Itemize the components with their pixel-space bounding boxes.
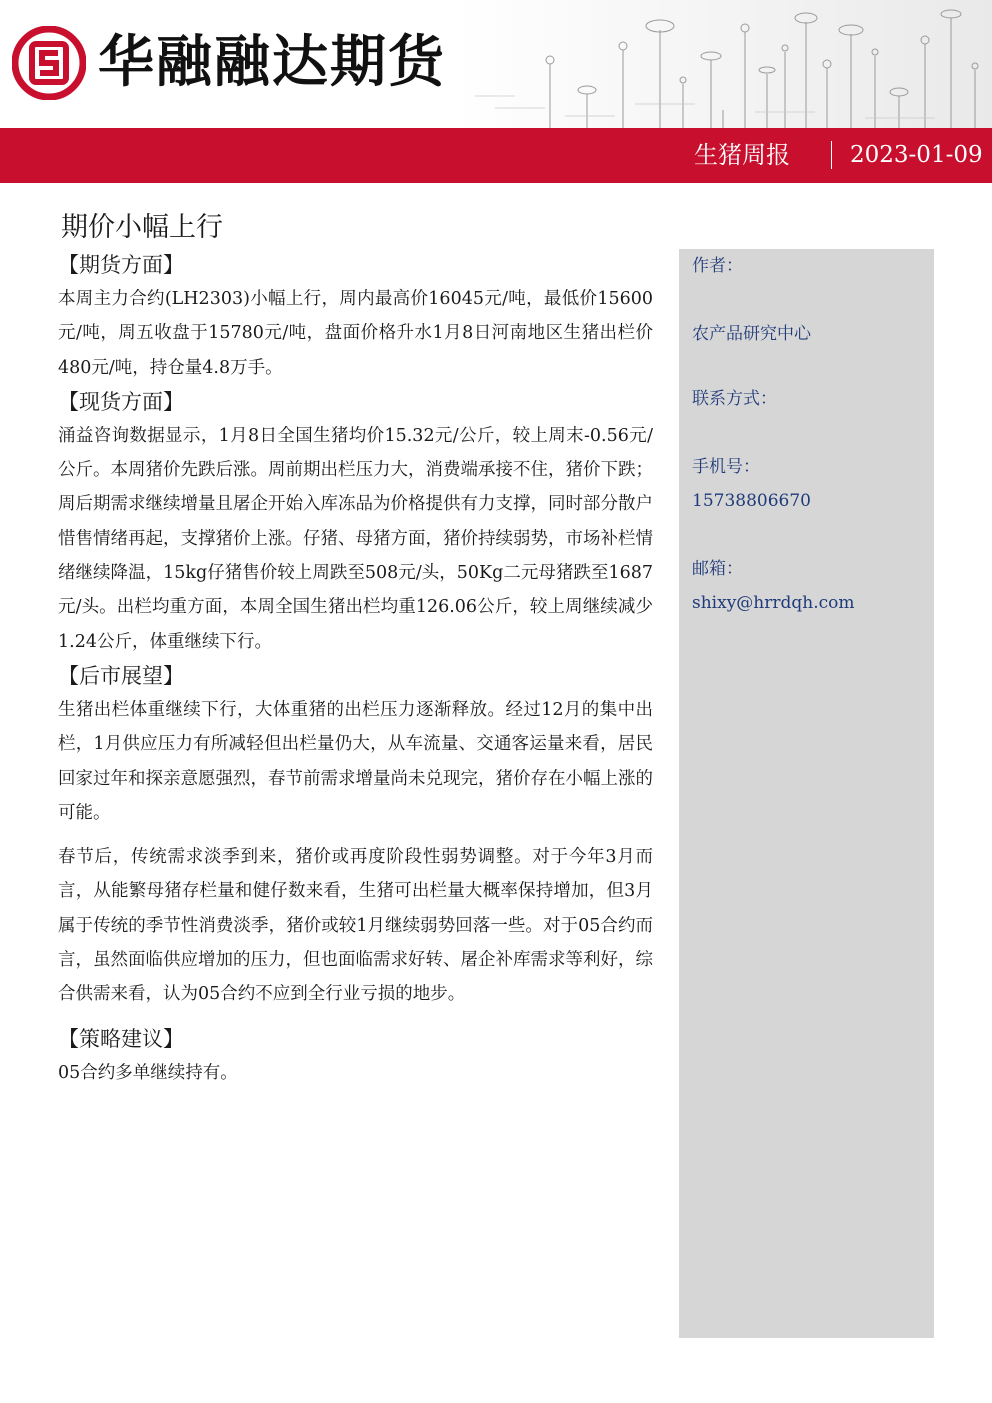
header-divider bbox=[831, 141, 832, 169]
phone-value: 15738806670 bbox=[692, 491, 811, 511]
author-sidebar bbox=[679, 249, 934, 1338]
section-heading-strategy: 【策略建议】 bbox=[58, 1026, 184, 1051]
company-name: 华融融达期货 bbox=[98, 30, 446, 95]
report-date: 2023-01-09 bbox=[850, 142, 983, 168]
author-label: 作者： bbox=[692, 256, 743, 276]
futures-paragraph: 本周主力合约(LH2303)小幅上行，周内最高价16045元/吨，最低价15600元/吨，周五收盘于15780元/吨，盘面价格升水1月8日河南地区生猪出栏价480元/吨，持仓量4.8万手。 bbox=[58, 289, 653, 378]
outlook-paragraph-2: 春节后，传统需求淡季到来，猪价或再度阶段性弱势调整。对于今年3月而言，从能繁母猪存栏量和健仔数来看，生猪可出栏量大概率保持增加，但3月属于传统的季节性消费淡季，猪价或较1月继续弱势回落一些。对于05合约而言，虽然面临供应增加的压力，但也面临需求好转、屠企补库需求等利好，综合供需来看，认为05合约不应到全行业亏损的地步。 bbox=[58, 847, 653, 1005]
page-title: 期价小幅上行 bbox=[61, 212, 223, 243]
contact-label: 联系方式： bbox=[692, 389, 777, 409]
email-label: 邮箱： bbox=[692, 559, 743, 579]
header-red-band bbox=[0, 128, 992, 183]
decorative-pattern bbox=[455, 0, 992, 128]
strategy-paragraph: 05合约多单继续持有。 bbox=[58, 1062, 238, 1083]
phone-label: 手机号： bbox=[692, 457, 760, 477]
section-heading-outlook: 【后市展望】 bbox=[58, 663, 184, 688]
email-value[interactable]: shixy@hrrdqh.com bbox=[692, 593, 855, 613]
section-heading-spot: 【现货方面】 bbox=[58, 389, 184, 414]
outlook-paragraph-1: 生猪出栏体重继续下行，大体重猪的出栏压力逐渐释放。经过12月的集中出栏，1月供应压力有所减轻但出栏量仍大，从车流量、交通客运量来看，居民回家过年和探亲意愿强烈，春节前需求增量尚未兑现完，猪价存在小幅上涨的可能。 bbox=[58, 699, 653, 823]
spot-paragraph: 涌益咨询数据显示，1月8日全国生猪均价15.32元/公斤，较上周末-0.56元/公斤。本周猪价先跌后涨。周前期出栏压力大，消费端承接不住，猪价下跌；周后期需求继续增量且屠企开始入库冻品为价格提供有力支撑，同时部分散户惜售情绪再起，支撑猪价上涨。仔猪、母猪方面，猪价持续弱势，市场补栏情绪继续降温，15kg仔猪售价较上周跌至508元/头，50Kg二元母猪跌至1687元/头。出栏均重方面，本周全国生猪出栏均重126.06公斤，较上周继续减少1.24公斤，体重继续下行。 bbox=[58, 425, 653, 652]
report-type: 生猪周报 bbox=[694, 141, 790, 169]
author-value: 农产品研究中心 bbox=[692, 324, 811, 344]
report-body bbox=[58, 208, 653, 1090]
section-heading-futures: 【期货方面】 bbox=[58, 253, 184, 277]
report-header bbox=[0, 0, 992, 185]
company-logo-icon bbox=[12, 26, 86, 100]
